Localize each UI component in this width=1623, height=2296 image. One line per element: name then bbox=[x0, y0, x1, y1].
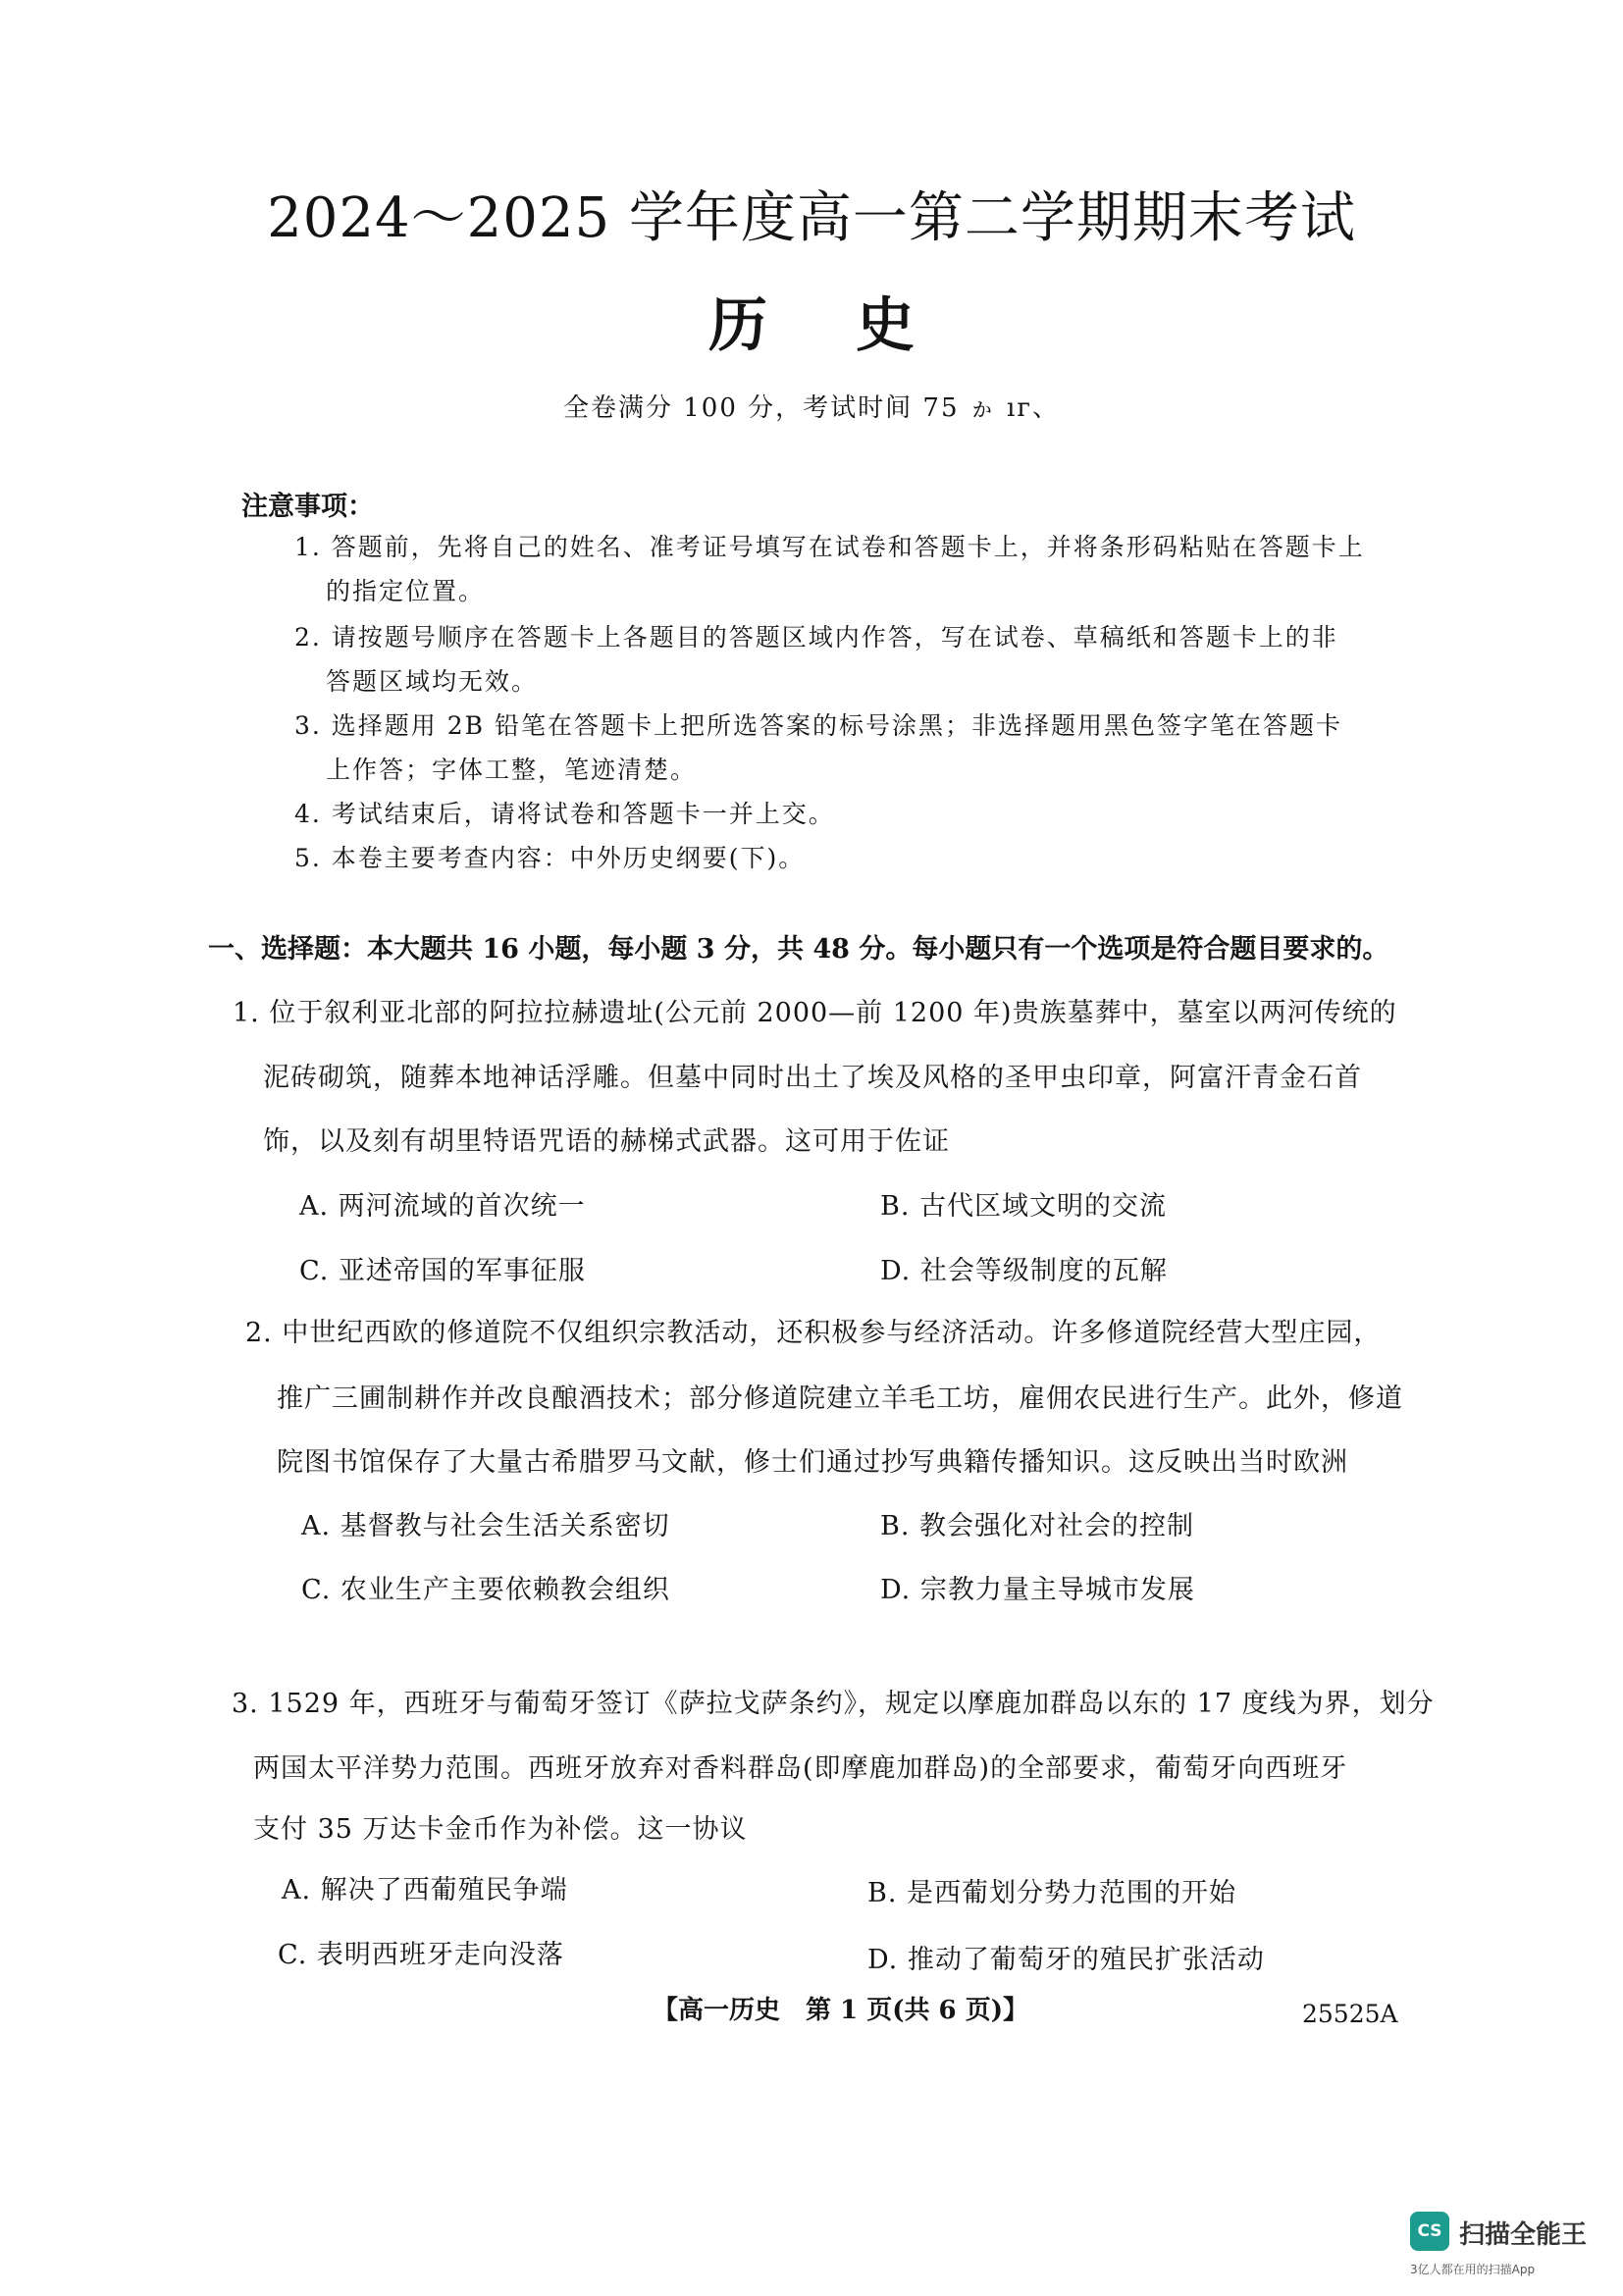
exam-title: 2024～2025 学年度高一第二学期期末考试 bbox=[267, 186, 1356, 250]
option-c: C. 亚述帝国的军事征服 bbox=[299, 1256, 586, 1286]
camscanner-logo-icon: CS bbox=[1410, 2212, 1449, 2251]
section-heading: 一、选择题：本大题共 16 小题，每小题 3 分，共 48 分。每小题只有一个选项是符合题目要求的。 bbox=[208, 934, 1389, 965]
notice-line: 2. 请按题号顺序在答题卡上各题目的答题区域内作答，写在试卷、草稿纸和答题卡上的非 bbox=[294, 623, 1338, 652]
notice-heading: 注意事项： bbox=[241, 492, 374, 522]
option-c: C. 表明西班牙走向没落 bbox=[278, 1940, 564, 1970]
option-c: C. 农业生产主要依赖教会组织 bbox=[301, 1575, 670, 1605]
question-text-line: 推广三圃制耕作并改良酿酒技术；部分修道院建立羊毛工坊，雇佣农民进行生产。此外，修道 bbox=[277, 1383, 1403, 1414]
option-b: B. 教会强化对社会的控制 bbox=[880, 1511, 1195, 1541]
question-text-line: 3. 1529 年，西班牙与葡萄牙签订《萨拉戈萨条约》，规定以摩鹿加群岛以东的 17 度线为界，划分 bbox=[232, 1689, 1435, 1719]
exam-info: 全卷满分 100 分，考试时间 75 ゕ ıг、 bbox=[563, 393, 1060, 423]
question-text-line: 1. 位于叙利亚北部的阿拉拉赫遗址(公元前 2000—前 1200 年)贵族墓葬中，墓室以两河传统的 bbox=[233, 998, 1397, 1028]
option-a: A. 解决了西葡殖民争端 bbox=[282, 1875, 568, 1905]
question-text-line: 支付 35 万达卡金币作为补偿。这一协议 bbox=[253, 1814, 748, 1845]
option-d: D. 社会等级制度的瓦解 bbox=[880, 1256, 1168, 1286]
option-d: D. 推动了葡萄牙的殖民扩张活动 bbox=[867, 1945, 1265, 1975]
scanner-app-name: 扫描全能王 bbox=[1459, 2220, 1588, 2250]
option-d: D. 宗教力量主导城市发展 bbox=[880, 1575, 1195, 1605]
notice-line: 5. 本卷主要考查内容：中外历史纲要(下)。 bbox=[294, 844, 806, 872]
option-a: A. 基督教与社会生活关系密切 bbox=[301, 1511, 670, 1541]
notice-line: 答题区域均无效。 bbox=[326, 667, 539, 696]
notice-line: 上作答；字体工整，笔迹清楚。 bbox=[326, 756, 698, 784]
question-text-line: 2. 中世纪西欧的修道院不仅组织宗教活动，还积极参与经济活动。许多修道院经营大型庄园， bbox=[245, 1318, 1382, 1348]
question-text-line: 两国太平洋势力范围。西班牙放弃对香料群岛(即摩鹿加群岛)的全部要求，葡萄牙向西班牙 bbox=[253, 1753, 1348, 1784]
subject-title: 历史 bbox=[708, 291, 1003, 360]
option-b: B. 古代区域文明的交流 bbox=[880, 1191, 1168, 1222]
question-text-line: 饰，以及刻有胡里特语咒语的赫梯式武器。这可用于佐证 bbox=[263, 1126, 950, 1157]
notice-line: 3. 选择题用 2B 铅笔在答题卡上把所选答案的标号涂黑；非选择题用黑色签字笔在答题卡 bbox=[294, 711, 1342, 740]
question-text-line: 院图书馆保存了大量古希腊罗马文献，修士们通过抄写典籍传播知识。这反映出当时欧洲 bbox=[277, 1447, 1348, 1478]
scanner-tagline: 3亿人都在用的扫描App bbox=[1410, 2263, 1536, 2276]
option-a: A. 两河流域的首次统一 bbox=[299, 1191, 586, 1222]
question-text-line: 泥砖砌筑，随葬本地神话浮雕。但墓中同时出土了埃及风格的圣甲虫印章，阿富汗青金石首 bbox=[263, 1063, 1362, 1093]
notice-line: 的指定位置。 bbox=[326, 577, 486, 605]
paper-code: 25525A bbox=[1302, 2000, 1398, 2028]
page-footer: 【高一历史 第 1 页(共 6 页)】 bbox=[653, 1996, 1028, 2025]
notice-line: 1. 答题前，先将自己的姓名、准考证号填写在试卷和答题卡上，并将条形码粘贴在答题卡上 bbox=[294, 533, 1365, 561]
notice-line: 4. 考试结束后，请将试卷和答题卡一并上交。 bbox=[294, 800, 835, 828]
option-b: B. 是西葡划分势力范围的开始 bbox=[867, 1878, 1237, 1908]
